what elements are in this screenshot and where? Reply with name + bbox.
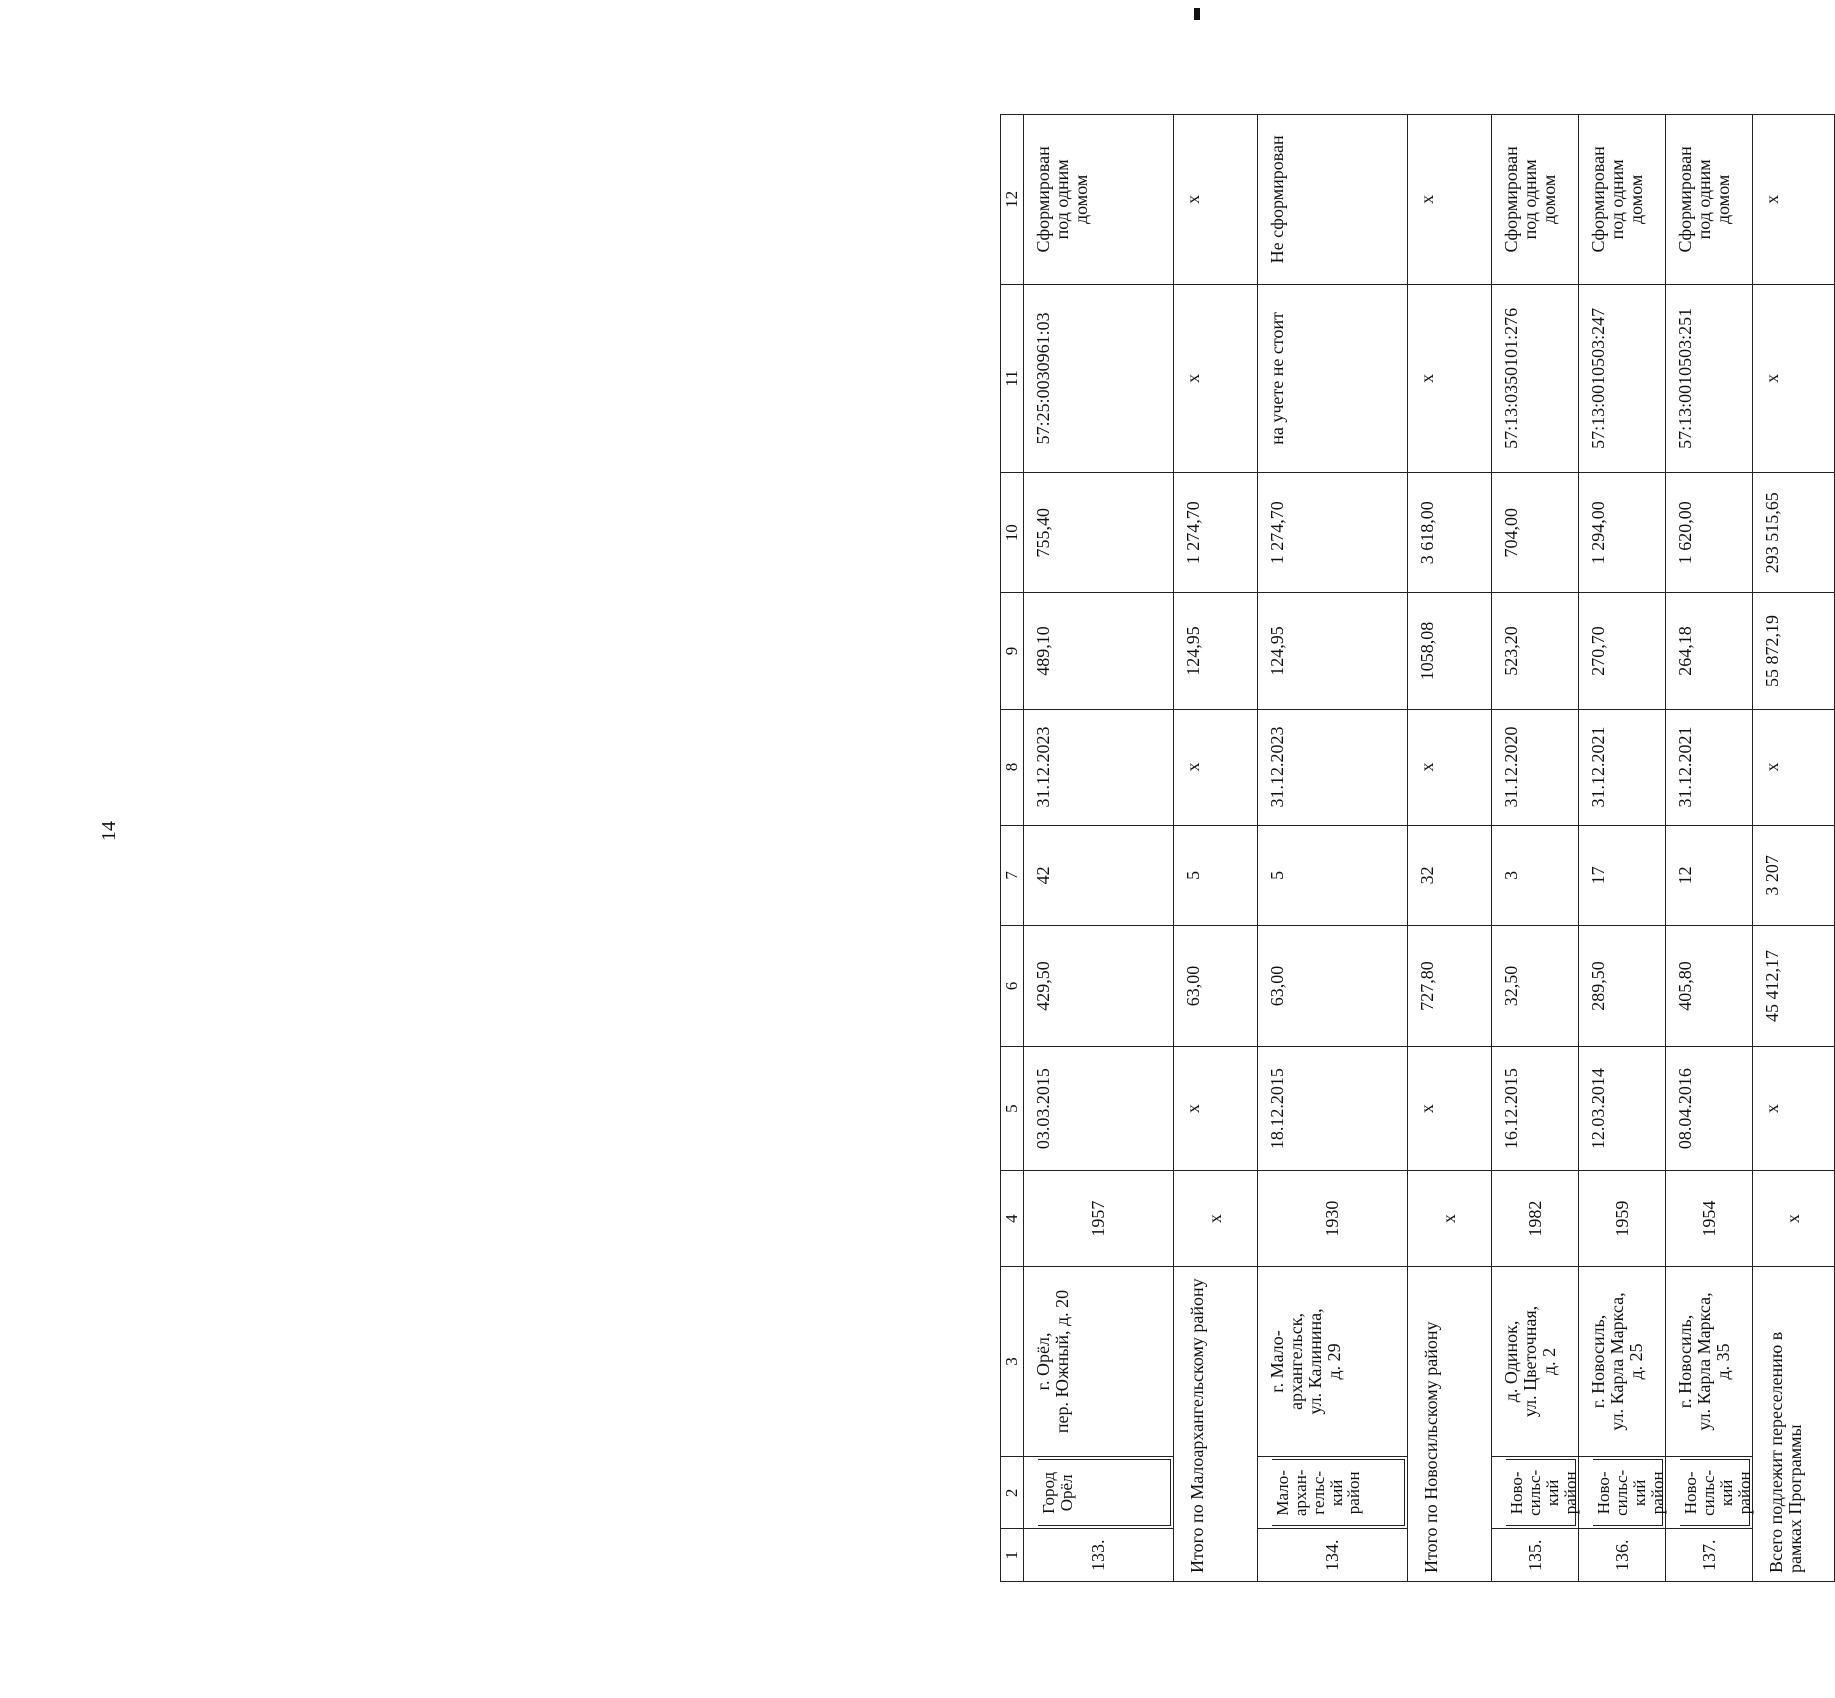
page-number: 14 bbox=[98, 821, 120, 841]
deadline-cell: x bbox=[1174, 709, 1258, 825]
status-cell bbox=[1258, 115, 1408, 285]
deadline-cell: x bbox=[1408, 709, 1492, 825]
date-cell: 18.12.2015 bbox=[1258, 1046, 1408, 1171]
status-cell bbox=[1174, 115, 1258, 285]
address-cell-line: д. 25 bbox=[1625, 1343, 1646, 1380]
status-cell-line: под одним bbox=[1693, 159, 1714, 240]
district-line: архан- bbox=[1290, 1469, 1310, 1517]
people-cell: 17 bbox=[1579, 825, 1666, 926]
status-cell-line: под одним bbox=[1606, 159, 1627, 240]
cadastral-cell: 57:13:0350101:276 bbox=[1492, 284, 1579, 472]
cadastral-cell: 57:13:0010503:251 bbox=[1666, 284, 1753, 472]
address-cell bbox=[1258, 1266, 1408, 1456]
status-cell-line: домом bbox=[1538, 174, 1559, 225]
table-row bbox=[1492, 115, 1579, 1582]
address-cell bbox=[1024, 1266, 1174, 1456]
deadline-cell: 31.12.2023 bbox=[1024, 709, 1174, 825]
year-cell: 1957 bbox=[1024, 1171, 1174, 1266]
table-row bbox=[1024, 115, 1174, 1582]
header-cell: 8 bbox=[1001, 709, 1024, 825]
status-cell bbox=[1492, 115, 1579, 285]
col10-cell: 1 274,70 bbox=[1174, 473, 1258, 593]
address-cell-line: г. Мало- bbox=[1267, 1330, 1287, 1393]
status-cell bbox=[1666, 115, 1753, 285]
status-cell-line: домом bbox=[1712, 174, 1733, 225]
col10-cell: 1 274,70 bbox=[1258, 473, 1408, 593]
grand-total-row bbox=[1753, 115, 1835, 1582]
header-cell: 7 bbox=[1001, 825, 1024, 926]
district-box bbox=[1680, 1459, 1754, 1526]
cadastral-cell: x bbox=[1408, 284, 1492, 472]
status-cell bbox=[1024, 115, 1174, 285]
table-body bbox=[1001, 115, 1835, 1582]
address-cell-line: г. Новосиль, bbox=[1675, 1314, 1695, 1409]
district-line: район bbox=[1344, 1471, 1364, 1515]
district-line: сильс- bbox=[1524, 1469, 1544, 1516]
address-cell-line: ул. Цветочная, bbox=[1519, 1305, 1540, 1418]
status-cell bbox=[1753, 115, 1835, 285]
district-line: Орёл bbox=[1056, 1474, 1076, 1512]
deadline-cell: x bbox=[1753, 709, 1835, 825]
address-cell-line: д. 29 bbox=[1323, 1343, 1344, 1380]
district-line: район bbox=[1734, 1471, 1754, 1515]
address-cell-line: пер. Южный, д. 20 bbox=[1051, 1289, 1072, 1434]
district-line: кий bbox=[1326, 1479, 1346, 1507]
date-cell: x bbox=[1174, 1046, 1258, 1171]
people-cell: 3 207 bbox=[1753, 825, 1835, 926]
date-cell: 12.03.2014 bbox=[1579, 1046, 1666, 1171]
col10-cell: 3 618,00 bbox=[1408, 473, 1492, 593]
people-cell: 42 bbox=[1024, 825, 1174, 926]
year-cell: x bbox=[1408, 1171, 1492, 1266]
district-line: район bbox=[1560, 1471, 1580, 1515]
year-cell: 1930 bbox=[1258, 1171, 1408, 1266]
header-cell: 2 bbox=[1001, 1457, 1024, 1529]
col9-cell: 523,20 bbox=[1492, 593, 1579, 709]
district-box bbox=[1593, 1459, 1667, 1526]
status-cell bbox=[1579, 115, 1666, 285]
cadastral-cell: x bbox=[1174, 284, 1258, 472]
deadline-cell: 31.12.2020 bbox=[1492, 709, 1579, 825]
deadline-cell: 31.12.2021 bbox=[1666, 709, 1753, 825]
address-cell bbox=[1666, 1266, 1753, 1456]
table-row bbox=[1258, 115, 1408, 1582]
status-cell-line: Сформирован bbox=[1033, 146, 1053, 253]
header-cell: 6 bbox=[1001, 926, 1024, 1046]
col10-cell: 1 620,00 bbox=[1666, 473, 1753, 593]
year-cell: 1954 bbox=[1666, 1171, 1753, 1266]
people-cell: 12 bbox=[1666, 825, 1753, 926]
district-line: Ново- bbox=[1681, 1471, 1700, 1515]
district-box bbox=[1506, 1459, 1580, 1526]
year-cell: x bbox=[1174, 1171, 1258, 1266]
district-line: Ново- bbox=[1507, 1471, 1526, 1515]
col10-cell: 755,40 bbox=[1024, 473, 1174, 593]
table-row bbox=[1579, 115, 1666, 1582]
table-row bbox=[1666, 115, 1753, 1582]
header-cell: 12 bbox=[1001, 115, 1024, 285]
col9-cell: 264,18 bbox=[1666, 593, 1753, 709]
district-line: Мало- bbox=[1273, 1470, 1292, 1516]
address-cell-line: г. Новосиль, bbox=[1588, 1314, 1608, 1409]
total-label: Итого по Новосильскому району bbox=[1408, 1266, 1492, 1581]
cadastral-cell: 57:25:0030961:03 bbox=[1024, 284, 1174, 472]
people-cell: 5 bbox=[1258, 825, 1408, 926]
col9-cell: 1058,08 bbox=[1408, 593, 1492, 709]
year-cell: x bbox=[1753, 1171, 1835, 1266]
col9-cell: 124,95 bbox=[1174, 593, 1258, 709]
header-row bbox=[1001, 115, 1024, 1582]
area-cell: 289,50 bbox=[1579, 926, 1666, 1046]
status-cell-line: x bbox=[1417, 194, 1437, 204]
people-cell: 32 bbox=[1408, 825, 1492, 926]
status-cell-line: Не сформирован bbox=[1267, 135, 1287, 264]
district-line: кий bbox=[1716, 1479, 1736, 1507]
row-number: 136. bbox=[1579, 1529, 1666, 1582]
address-cell-line: д. 2 bbox=[1538, 1347, 1559, 1376]
district-cell bbox=[1492, 1457, 1579, 1529]
district-cell bbox=[1258, 1457, 1408, 1529]
address-cell-line: д. Одинок, bbox=[1501, 1320, 1521, 1403]
header-cell: 4 bbox=[1001, 1171, 1024, 1266]
district-cell bbox=[1666, 1457, 1753, 1529]
address-cell-line: ул. Карла Маркса, bbox=[1606, 1292, 1627, 1431]
col9-cell: 489,10 bbox=[1024, 593, 1174, 709]
area-cell: 63,00 bbox=[1174, 926, 1258, 1046]
date-cell: x bbox=[1408, 1046, 1492, 1171]
header-cell: 3 bbox=[1001, 1266, 1024, 1456]
status-cell bbox=[1408, 115, 1492, 285]
resettlement-table bbox=[1000, 114, 1835, 1582]
status-cell-line: Сформирован bbox=[1588, 146, 1608, 253]
address-cell-line: ул. Карла Маркса, bbox=[1693, 1292, 1714, 1431]
area-cell: 405,80 bbox=[1666, 926, 1753, 1046]
district-line: район bbox=[1647, 1471, 1667, 1515]
address-cell bbox=[1579, 1266, 1666, 1456]
header-cell: 9 bbox=[1001, 593, 1024, 709]
cadastral-cell: x bbox=[1753, 284, 1835, 472]
status-cell-line: x bbox=[1183, 194, 1203, 204]
district-cell bbox=[1579, 1457, 1666, 1529]
scan-mark bbox=[1194, 8, 1200, 20]
district-box bbox=[1038, 1459, 1171, 1526]
deadline-cell: 31.12.2021 bbox=[1579, 709, 1666, 825]
district-line: кий bbox=[1629, 1479, 1649, 1507]
address-cell-line: ул. Калинина, bbox=[1304, 1308, 1325, 1415]
total-label: Итого по Малоархангельскому району bbox=[1174, 1266, 1258, 1581]
total-row bbox=[1174, 115, 1258, 1582]
col9-cell: 270,70 bbox=[1579, 593, 1666, 709]
status-cell-line: Сформирован bbox=[1675, 146, 1695, 253]
address-cell bbox=[1492, 1266, 1579, 1456]
date-cell: 08.04.2016 bbox=[1666, 1046, 1753, 1171]
district-line: кий bbox=[1542, 1479, 1562, 1507]
district-line: Ново- bbox=[1594, 1471, 1613, 1515]
status-cell-line: Сформирован bbox=[1501, 146, 1521, 253]
col10-cell: 1 294,00 bbox=[1579, 473, 1666, 593]
header-cell: 1 bbox=[1001, 1529, 1024, 1582]
status-cell-line: под одним bbox=[1519, 159, 1540, 240]
district-line: сильс- bbox=[1611, 1469, 1631, 1516]
cadastral-cell: 57:13:0010503:247 bbox=[1579, 284, 1666, 472]
total-label: Всего подлежит переселению в рамках Программы bbox=[1753, 1266, 1835, 1581]
header-cell: 5 bbox=[1001, 1046, 1024, 1171]
area-cell: 45 412,17 bbox=[1753, 926, 1835, 1046]
people-cell: 5 bbox=[1174, 825, 1258, 926]
date-cell: 16.12.2015 bbox=[1492, 1046, 1579, 1171]
district-line: Город bbox=[1039, 1471, 1058, 1514]
address-cell-line: г. Орёл, bbox=[1033, 1332, 1053, 1391]
row-number: 135. bbox=[1492, 1529, 1579, 1582]
area-cell: 429,50 bbox=[1024, 926, 1174, 1046]
deadline-cell: 31.12.2023 bbox=[1258, 709, 1408, 825]
status-cell-line: x bbox=[1762, 194, 1782, 204]
district-line: сильс- bbox=[1698, 1469, 1718, 1516]
row-number: 137. bbox=[1666, 1529, 1753, 1582]
address-cell-line: д. 35 bbox=[1712, 1343, 1733, 1380]
date-cell: 03.03.2015 bbox=[1024, 1046, 1174, 1171]
col10-cell: 704,00 bbox=[1492, 473, 1579, 593]
area-cell: 727,80 bbox=[1408, 926, 1492, 1046]
district-box bbox=[1272, 1459, 1405, 1526]
year-cell: 1982 bbox=[1492, 1171, 1579, 1266]
district-line: гельс- bbox=[1308, 1470, 1328, 1515]
date-cell: x bbox=[1753, 1046, 1835, 1171]
address-cell-line: архангельск, bbox=[1285, 1313, 1306, 1410]
year-cell: 1959 bbox=[1579, 1171, 1666, 1266]
col9-cell: 55 872,19 bbox=[1753, 593, 1835, 709]
header-cell: 11 bbox=[1001, 284, 1024, 472]
cadastral-cell: на учете не стоит bbox=[1258, 284, 1408, 472]
row-number: 133. bbox=[1024, 1529, 1174, 1582]
people-cell: 3 bbox=[1492, 825, 1579, 926]
status-cell-line: домом bbox=[1625, 174, 1646, 225]
col9-cell: 124,95 bbox=[1258, 593, 1408, 709]
status-cell-line: домом bbox=[1070, 174, 1091, 225]
total-row bbox=[1408, 115, 1492, 1582]
header-cell: 10 bbox=[1001, 473, 1024, 593]
col10-cell: 293 515,65 bbox=[1753, 473, 1835, 593]
status-cell-line: под одним bbox=[1051, 159, 1072, 240]
row-number: 134. bbox=[1258, 1529, 1408, 1582]
area-cell: 32,50 bbox=[1492, 926, 1579, 1046]
area-cell: 63,00 bbox=[1258, 926, 1408, 1046]
district-cell bbox=[1024, 1457, 1174, 1529]
